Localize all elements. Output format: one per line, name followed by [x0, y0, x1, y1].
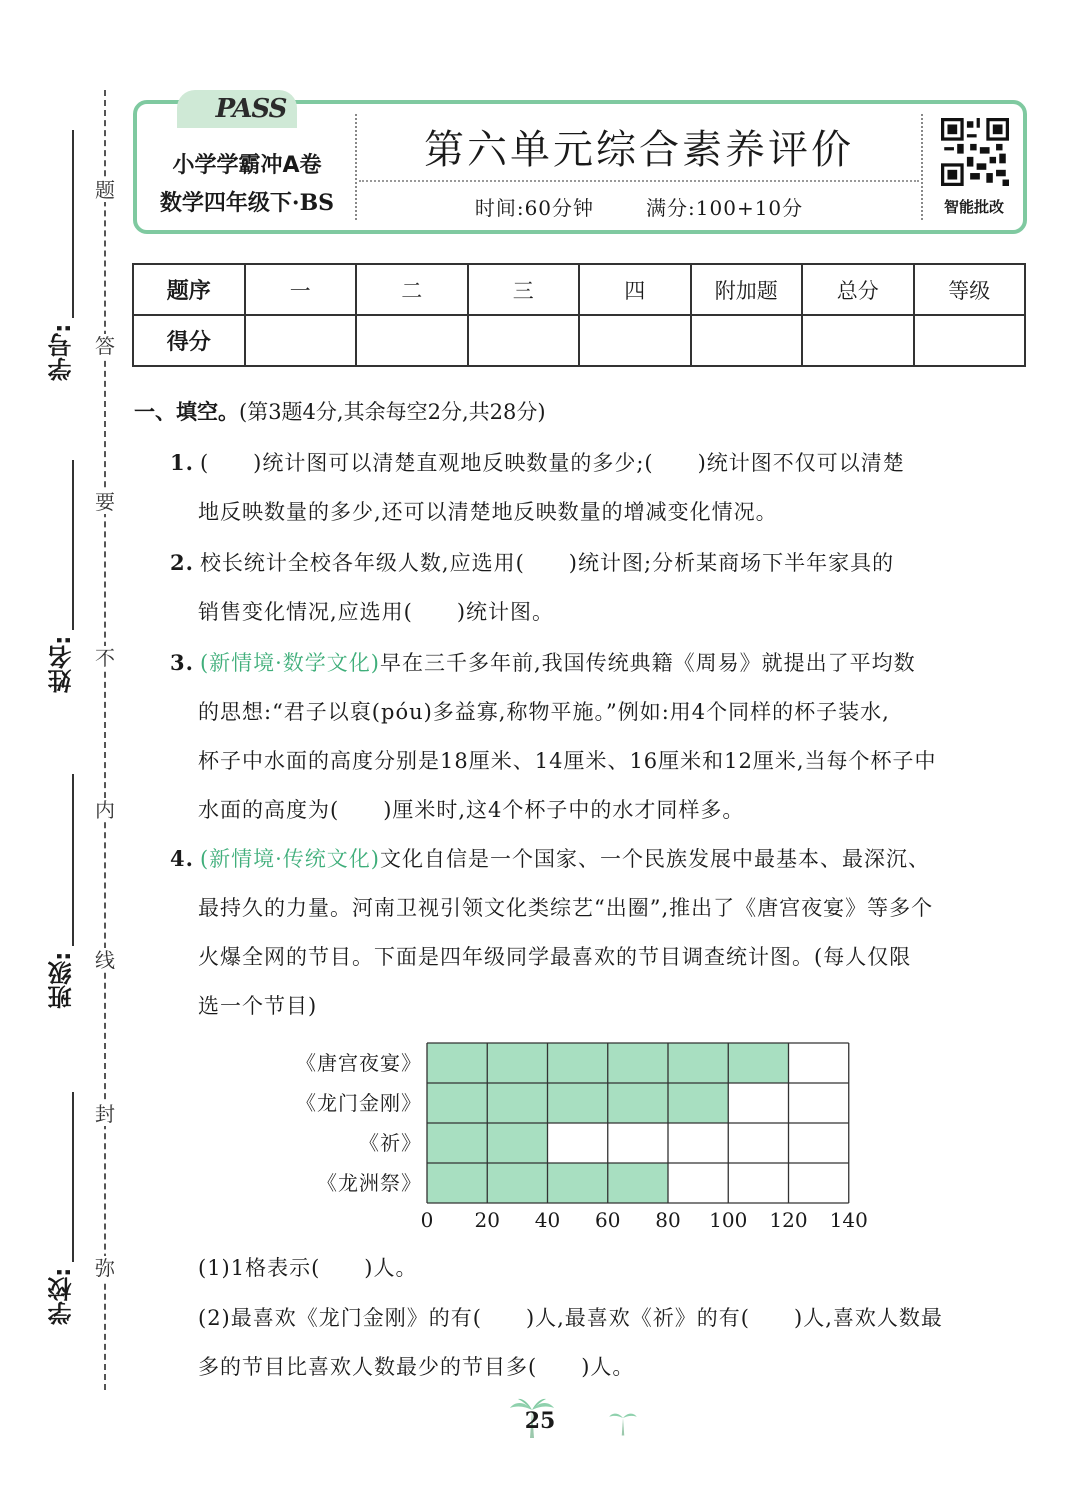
- student-id-label: 学号:: [48, 323, 76, 381]
- exam-info: [359, 192, 919, 221]
- binding-char: 要: [95, 490, 115, 514]
- bar-1: [427, 1083, 728, 1123]
- category-label: 《唐宫夜宴》: [296, 1051, 422, 1075]
- brand-name: 小学学霸冲A卷: [172, 153, 322, 178]
- category-label: 《龙门金刚》: [296, 1091, 422, 1115]
- table-cell: 总分: [802, 264, 914, 315]
- binding-dashed-line: [104, 90, 106, 1390]
- score-cell[interactable]: [245, 315, 357, 366]
- student-id-line[interactable]: [72, 130, 74, 318]
- x-tick-label: 40: [534, 1208, 561, 1232]
- question-text: 的思想:“君子以裒(póu)多益寡,称物平施。”例如:用4个同样的杯子装水,: [198, 700, 890, 724]
- table-cell: 四: [579, 264, 691, 315]
- table-cell: 一: [245, 264, 357, 315]
- table-cell: 三: [468, 264, 580, 315]
- page-title: 第六单元综合素养评价: [424, 127, 854, 173]
- table-cell: 等级: [914, 264, 1026, 315]
- question-1: [170, 438, 1030, 537]
- question-text: 校长统计全校各年级人数,应选用( )统计图;分析某商场下半年家具的: [199, 551, 895, 575]
- binding-char: 内: [95, 798, 115, 822]
- table-header-row: [133, 264, 1025, 315]
- school-label: 学校:: [48, 1267, 76, 1325]
- x-tick-label: 0: [420, 1208, 434, 1232]
- question-text: 文化自信是一个国家、一个民族发展中最基本、最深沉、: [380, 847, 930, 871]
- table-cell: 题序: [133, 264, 245, 315]
- header-divider: [921, 114, 923, 220]
- score-cell[interactable]: [579, 315, 691, 366]
- question-3: [170, 638, 1030, 835]
- category-label: 《龙洲祭》: [317, 1171, 422, 1195]
- question-text: 选一个节目): [198, 994, 318, 1018]
- question-text: 早在三千多年前,我国传统典籍《周易》就提出了平均数: [380, 651, 916, 675]
- header-rule: [359, 180, 919, 182]
- qr-label: 智能批改: [943, 198, 1004, 216]
- pass-logo: PASS: [215, 94, 287, 124]
- class-label: 班级:: [48, 951, 76, 1009]
- subject-grade: 数学四年级下·BS: [159, 190, 335, 216]
- question-text: 地反映数量的多少,还可以清楚地反映数量的增减变化情况。: [198, 500, 778, 524]
- context-tag: (新情境·传统文化): [199, 847, 380, 871]
- score-table: [132, 263, 1026, 367]
- header-divider: [355, 114, 357, 220]
- x-tick-label: 60: [595, 1208, 621, 1232]
- section-heading: 一、填空。: [134, 400, 239, 424]
- table-cell: 附加题: [691, 264, 803, 315]
- x-tick-label: 140: [829, 1208, 868, 1232]
- question-text: ( )统计图可以清楚直观地反映数量的多少;( )统计图不仅可以清楚: [199, 451, 905, 475]
- sub-question-2-cont: 多的节目比喜欢人数最少的节目多( )人。: [198, 1355, 635, 1379]
- question-2: [170, 538, 1030, 637]
- binding-char: 线: [95, 948, 115, 972]
- program-survey-bar-chart: [280, 1032, 880, 1242]
- question-text: 销售变化情况,应选用( )统计图。: [198, 600, 555, 624]
- table-score-row: [133, 315, 1025, 366]
- class-line[interactable]: [72, 774, 74, 946]
- binding-char: 题: [95, 178, 115, 202]
- sub-question-1: (1)1格表示( )人。: [198, 1256, 418, 1280]
- qr-code-icon[interactable]: [941, 118, 1009, 186]
- header-box: [133, 94, 1027, 234]
- question-text: 火爆全网的节目。下面是四年级同学最喜欢的节目调查统计图。(每人仅限: [198, 945, 912, 969]
- school-line[interactable]: [72, 1092, 74, 1262]
- name-line[interactable]: [72, 460, 74, 630]
- x-tick-label: 120: [769, 1208, 808, 1232]
- context-tag: (新情境·数学文化): [199, 651, 380, 675]
- category-label: 《祈》: [359, 1131, 422, 1155]
- question-number: 1.: [170, 450, 194, 475]
- question-text: 杯子中水面的高度分别是18厘米、14厘米、16厘米和12厘米,当每个杯子中: [198, 749, 937, 773]
- binding-char: 弥: [95, 1256, 115, 1280]
- table-cell: 得分: [133, 315, 245, 366]
- sub-question-2: (2)最喜欢《龙门金刚》的有( )人,最喜欢《祈》的有( )人,喜欢人数最: [198, 1306, 943, 1330]
- score-cell[interactable]: [914, 315, 1026, 366]
- x-tick-label: 80: [655, 1208, 681, 1232]
- table-cell: 二: [356, 264, 468, 315]
- score-cell[interactable]: [356, 315, 468, 366]
- binding-char: 不: [95, 646, 115, 670]
- section-note: (第3题4分,其余每空2分,共28分): [239, 400, 546, 424]
- question-number: 2.: [170, 550, 194, 575]
- binding-char: 答: [95, 334, 115, 358]
- question-number: 4.: [170, 846, 194, 871]
- full-score: 满分:100+10分: [646, 196, 804, 220]
- score-cell[interactable]: [468, 315, 580, 366]
- time-limit: 时间:60分钟: [474, 196, 595, 220]
- question-text: 水面的高度为( )厘米时,这4个杯子中的水才同样多。: [198, 798, 745, 822]
- binding-char: 封: [95, 1102, 115, 1126]
- score-cell[interactable]: [802, 315, 914, 366]
- page-number: 25: [524, 1408, 556, 1434]
- palm-tree-icon: [608, 1408, 638, 1438]
- score-cell[interactable]: [691, 315, 803, 366]
- name-label: 姓名:: [48, 635, 76, 693]
- question-number: 3.: [170, 650, 194, 675]
- x-tick-label: 100: [709, 1208, 748, 1232]
- section-title: [134, 396, 546, 426]
- x-tick-label: 20: [474, 1208, 500, 1232]
- question-text: 最持久的力量。河南卫视引领文化类综艺“出圈”,推出了《唐宫夜宴》等多个: [198, 896, 934, 920]
- question-4: [170, 834, 1030, 1031]
